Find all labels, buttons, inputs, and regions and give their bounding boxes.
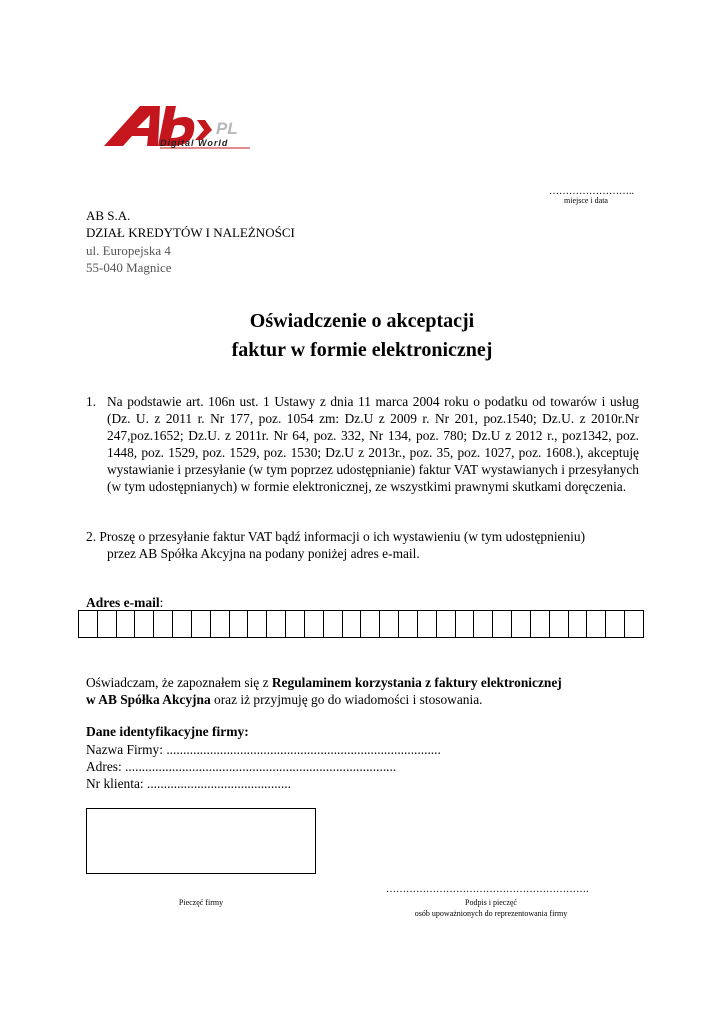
signature-line[interactable]: ……………………………………………………. (386, 884, 589, 895)
email-char-box[interactable] (606, 611, 625, 637)
company-name-field[interactable]: Nazwa Firmy: .................................................................................. (86, 742, 441, 757)
email-char-box[interactable] (117, 611, 136, 637)
email-char-box[interactable] (173, 611, 192, 637)
email-char-box[interactable] (343, 611, 362, 637)
email-char-box[interactable] (531, 611, 550, 637)
email-char-box[interactable] (286, 611, 305, 637)
email-char-box[interactable] (512, 611, 531, 637)
email-char-box[interactable] (625, 611, 643, 637)
address-city: 55-040 Magnice (86, 260, 172, 275)
email-char-box[interactable] (418, 611, 437, 637)
ab-logo (104, 100, 254, 152)
address-company: AB S.A. (86, 208, 131, 223)
email-char-box[interactable] (399, 611, 418, 637)
statement-prefix: Oświadczam, że zapoznałem się z (86, 675, 272, 690)
email-char-box[interactable] (437, 611, 456, 637)
statement-regulation: Regulaminem korzystania z faktury elektronicznej (271, 675, 562, 690)
email-char-box[interactable] (474, 611, 493, 637)
company-address-field[interactable]: Adres: ................................................................................. (86, 759, 397, 774)
email-char-box[interactable] (587, 611, 606, 637)
signature-label: Podpis i pieczęć (465, 898, 517, 907)
email-char-box[interactable] (305, 611, 324, 637)
statement-company: w AB Spółka Akcyjna (86, 692, 211, 707)
statement-suffix: oraz iż przyjmuję go do wiadomości i stosowania. (210, 692, 483, 707)
email-label (86, 595, 163, 611)
email-char-box[interactable] (550, 611, 569, 637)
statement-line1 (86, 674, 562, 691)
company-stamp-label: Pieczęć firmy (178, 898, 224, 907)
email-char-box[interactable] (267, 611, 286, 637)
paragraph2-line1: 2. Proszę o przesyłanie faktur VAT bądź informacji o ich wystawieniu (w tym udostępnieniu) (86, 529, 586, 544)
email-char-box[interactable] (569, 611, 588, 637)
document-title-line1: Oświadczenie o akceptacji (249, 310, 475, 332)
address-street: ul. Europejska 4 (86, 243, 171, 258)
statement-line2 (86, 691, 483, 708)
email-char-box[interactable] (248, 611, 267, 637)
email-char-box[interactable] (135, 611, 154, 637)
company-stamp-box[interactable] (86, 808, 316, 874)
paragraph1-text: Na podstawie art. 106n ust. 1 Ustawy z dnia 11 marca 2004 roku o podatku od towarów i usług (Dz. U. z 2011 r. Nr 177, poz. 1054 zm: Dz.U z 2009 r. Nr 201, poz.1540; Dz.U. z 2010r.Nr 247,poz.1652; Dz.U. z 2011r. Nr 64, poz. 332, Nr 134, poz. 780; Dz.U z 2012 r., poz1342, poz. 1448, poz. 1529, poz. 1529, poz. 1530; Dz.U z 2013r., poz. 35, poz. 1027, poz. 1608.), akceptuję wystawianie i przesyłanie (w tym poprzez udostępnianie) faktur VAT wystawianych i przesyłanych (w tym udostępnianych) w formie elektronicznej, ze wszystkimi prawnymi skutkami doręczenia. (107, 394, 639, 494)
email-char-box[interactable] (380, 611, 399, 637)
email-char-box[interactable] (456, 611, 475, 637)
paragraph2-line2: przez AB Spółka Akcyjna na podany poniżej adres e-mail. (107, 546, 420, 561)
paragraph1-number: 1. (86, 394, 97, 409)
logo-tagline: Digital World (160, 138, 229, 148)
place-date-label: miejsce i data (564, 196, 608, 205)
signature-sublabel: osób upoważnionych do reprezentowania firmy (414, 909, 568, 918)
address-department: DZIAŁ KREDYTÓW I NALEŻNOŚCI (86, 225, 295, 240)
email-char-box[interactable] (493, 611, 512, 637)
email-char-box[interactable] (230, 611, 249, 637)
email-label-text: Adres e-mail (86, 595, 160, 610)
email-char-box[interactable] (154, 611, 173, 637)
client-number-field[interactable]: Nr klienta: ........................................... (86, 776, 291, 791)
place-date-dots: …………………….. (549, 186, 634, 197)
email-char-box[interactable] (192, 611, 211, 637)
email-char-box[interactable] (324, 611, 343, 637)
email-char-box[interactable] (211, 611, 230, 637)
email-char-box[interactable] (98, 611, 117, 637)
email-char-box[interactable] (79, 611, 98, 637)
email-char-box[interactable] (361, 611, 380, 637)
paragraph2 (86, 528, 639, 562)
svg-text:PL: PL (216, 119, 238, 138)
document-title-line2: faktur w formie elektronicznej (231, 339, 493, 361)
email-label-colon: : (159, 595, 164, 610)
email-input-boxes[interactable] (78, 610, 644, 638)
company-data-heading: Dane identyfikacyjne firmy: (86, 724, 249, 739)
